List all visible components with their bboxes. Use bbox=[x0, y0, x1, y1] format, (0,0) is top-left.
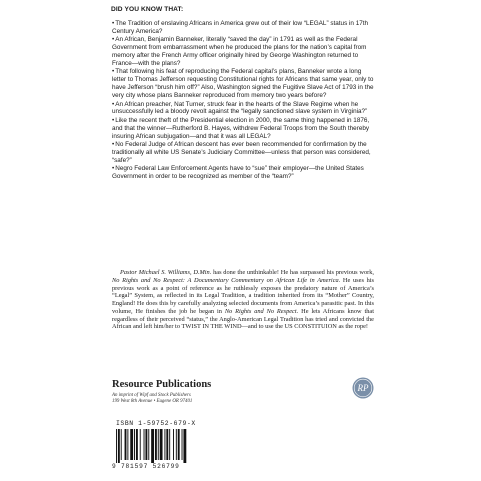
barcode-bar bbox=[158, 429, 159, 460]
previous-book-short-title: No Rights and No Respect bbox=[224, 307, 297, 315]
fact-text: The Tradition of enslaving Africans in America grew out of their low “LEGAL” status in 17th Century America? bbox=[112, 20, 369, 35]
barcode-bar bbox=[121, 429, 122, 460]
barcode-bar bbox=[155, 429, 157, 460]
bullet-icon: • bbox=[112, 116, 115, 124]
previous-book-title: No Rights and No Respect: A Documentary Commentary on African Life in America bbox=[112, 276, 339, 284]
barcode-bar bbox=[145, 429, 147, 460]
bullet-icon: • bbox=[112, 36, 115, 44]
barcode-bar bbox=[118, 429, 120, 463]
barcode-bar bbox=[116, 429, 117, 463]
barcode-bar bbox=[144, 429, 145, 460]
bullet-icon: • bbox=[112, 20, 115, 27]
author-name: Pastor Michael S. Williams, D.Min. bbox=[120, 269, 212, 276]
bullet-icon: • bbox=[112, 68, 115, 76]
fact-text: That following his feat of reproducing the Federal capital’s plans, Banneker wrote a long letter to Thomas Jefferson requesting Constitutional rights for Africans that same year, only to have Jefferson “brush him off?” Also, Washington signed the Fugitive Slave Act of 1793 in the very city whose plans Banneker reproduced from memory two years before? bbox=[112, 68, 374, 100]
barcode-bar bbox=[140, 429, 141, 460]
barcode-bar bbox=[148, 429, 149, 460]
bullet-icon: • bbox=[112, 165, 115, 173]
fact-text: No Federal Judge of African descent has ever been recommended for confirmation by the traditionally all white US Senate’s Judiciary Committee—unless that person was considered, “safe?” bbox=[112, 141, 371, 164]
fact-text: Like the recent theft of the Presidential election in 2000, the same thing happened in 1876, and that the winner—Rutherford B. Hayes, withdrew Federal Troops from the South thereby insuring African subjugation—and that it was all LEGAL? bbox=[112, 116, 370, 140]
isbn-text: ISBN 1-59752-679-X bbox=[116, 420, 196, 427]
barcode-bar bbox=[173, 429, 174, 460]
barcode-bar bbox=[166, 429, 168, 460]
barcode-block bbox=[112, 420, 224, 476]
barcode-bar bbox=[125, 429, 127, 460]
fact-item bbox=[112, 117, 374, 141]
barcode-bar bbox=[169, 429, 170, 460]
bullet-icon: • bbox=[112, 141, 115, 149]
barcode-bar bbox=[176, 429, 177, 460]
publisher-block bbox=[112, 379, 374, 415]
fact-item bbox=[112, 36, 374, 68]
fact-item bbox=[112, 68, 374, 100]
fact-item bbox=[112, 20, 374, 36]
barcode-bar bbox=[164, 429, 165, 460]
barcode-bar bbox=[130, 429, 133, 460]
logo-monogram: RP bbox=[357, 383, 369, 394]
fact-item bbox=[112, 165, 374, 181]
barcode-bar bbox=[136, 429, 138, 460]
barcode-number: 9 781597 526799 bbox=[112, 463, 180, 470]
barcode-bar bbox=[134, 429, 135, 460]
bullet-icon: • bbox=[112, 100, 115, 108]
barcode-bar bbox=[182, 429, 183, 460]
fact-text: Negro Federal Law Enforcement Agents have to “sue” their employer—the United States Government in order to be recognized as member of the “team?” bbox=[112, 165, 364, 181]
publisher-logo-icon bbox=[352, 377, 374, 399]
publisher-imprint: An imprint of Wipf and Stock Publishers bbox=[112, 393, 191, 398]
facts-list bbox=[112, 20, 374, 182]
did-you-know-heading: DID YOU KNOW THAT: bbox=[111, 6, 184, 13]
barcode-bar bbox=[127, 429, 128, 460]
fact-text: An African preacher, Nat Turner, struck fear in the hearts of the Slave Regime when he unsuccessfully led a bloody revolt against the “legally sanctioned slave system in Virginia?” bbox=[112, 100, 368, 116]
barcode-bar bbox=[183, 429, 186, 463]
barcode-bar bbox=[178, 429, 180, 460]
barcode-bar bbox=[151, 429, 154, 463]
barcode-bar bbox=[160, 429, 163, 460]
fact-text: An African, Benjamin Banneker, literally “saved the day” in 1791 as well as the Federal Government from embarrassment when he produced the plans for the nation’s capital from memory after the French Army officer originally hired by George Washington returned to France—with the plans? bbox=[112, 36, 367, 68]
publisher-name: Resource Publications bbox=[112, 379, 212, 390]
publisher-address: 199 West 8th Avenue • Eugene OR 97401 bbox=[112, 399, 193, 404]
author-description: Pastor Michael S. Williams, D.Min. has done the unthinkable! He has surpassed his previous work, No Rights and No Respect: A Documentary Commentary on African Life in America. He uses his previous work as a point of reference as he ruthlessly exposes the predatory nature of America’s “Legal” System, as reflected in its Legal Tradition, a tradition inherited from its “Mother” Country, England! He does this by carefully analyzing selected documents from America’s parasitic past. In this volume, He finishes the job he began in No Rights and No Respect. He lets Africans know that regardless of their perceived “status,” the Anglo-American Legal Tradition has tried and convicted the African and left him/her to TWIST IN THE WIND—and to use the US CONSTITUION as the rope! bbox=[112, 269, 374, 331]
fact-item bbox=[112, 141, 374, 165]
barcode-icon bbox=[116, 429, 220, 463]
fact-item bbox=[112, 101, 374, 117]
